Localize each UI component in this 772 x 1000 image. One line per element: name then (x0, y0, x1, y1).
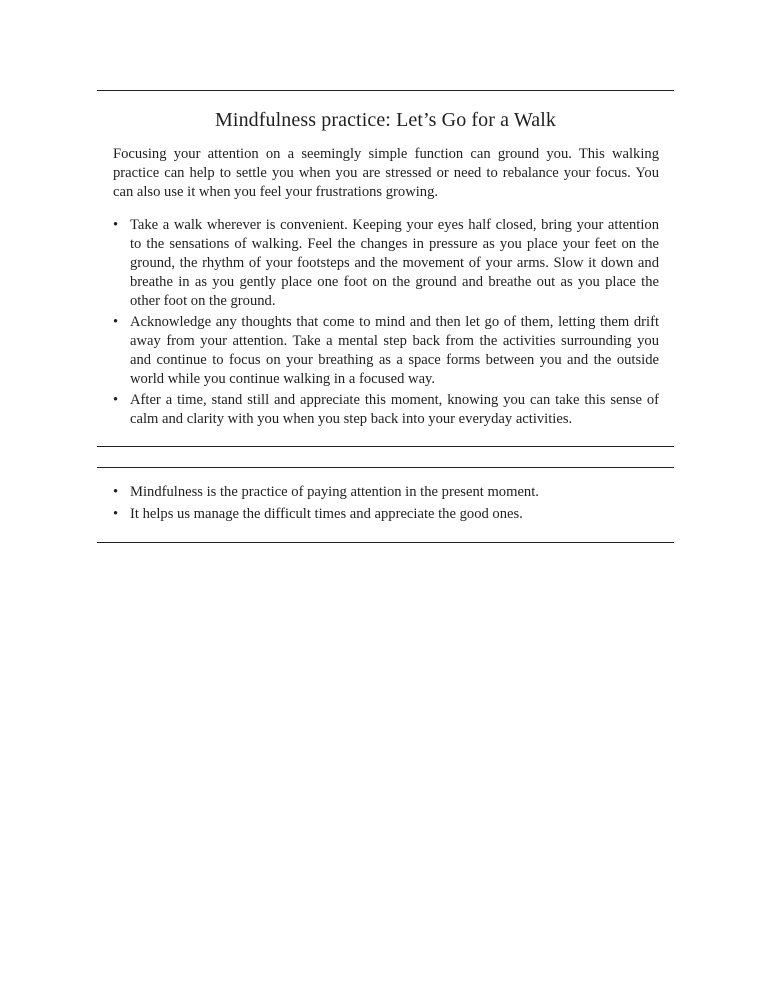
step-text: Acknowledge any thoughts that come to mind and then let go of them, letting them drift away from your attention. Take a mental step back from the activities surrounding you and continue to focus on your breathing as a space forms between you and the outside world while you continue walking in a focused way. (130, 314, 659, 387)
list-item (113, 483, 659, 502)
list-item (113, 216, 659, 311)
bullet-icon: • (113, 506, 119, 522)
key-point-text: Mindfulness is the practice of paying attention in the present moment. (130, 484, 539, 500)
key-points-list (113, 483, 659, 524)
key-points-box (97, 467, 674, 543)
list-item (113, 313, 659, 389)
bullet-icon: • (113, 314, 119, 330)
step-text: Take a walk wherever is convenient. Keeping your eyes half closed, bring your attention to the sensations of walking. Feel the changes in pressure as you place your feet on the ground, the rhythm of your footsteps and the movement of your arms. Slow it down and breathe in as you gently place one foot on the ground and breathe out as you place the other foot on the ground. (130, 217, 659, 309)
practice-title: Mindfulness practice: Let’s Go for a Walk (215, 109, 556, 131)
practice-intro: Focusing your attention on a seemingly simple function can ground you. This walking practice can help to settle you when you are stressed or need to rebalance your focus. You can also use it when you feel your frustrations growing. (113, 146, 659, 200)
list-item (113, 391, 659, 429)
practice-steps-list (113, 216, 659, 429)
bullet-icon: • (113, 484, 119, 500)
bullet-icon: • (113, 392, 119, 408)
list-item (113, 505, 659, 524)
bullet-icon: • (113, 217, 119, 233)
step-text: After a time, stand still and appreciate this moment, knowing you can take this sense of calm and clarity with you when you step back into your everyday activities. (130, 392, 659, 427)
practice-box (97, 90, 674, 447)
key-point-text: It helps us manage the difficult times and appreciate the good ones. (130, 506, 523, 522)
